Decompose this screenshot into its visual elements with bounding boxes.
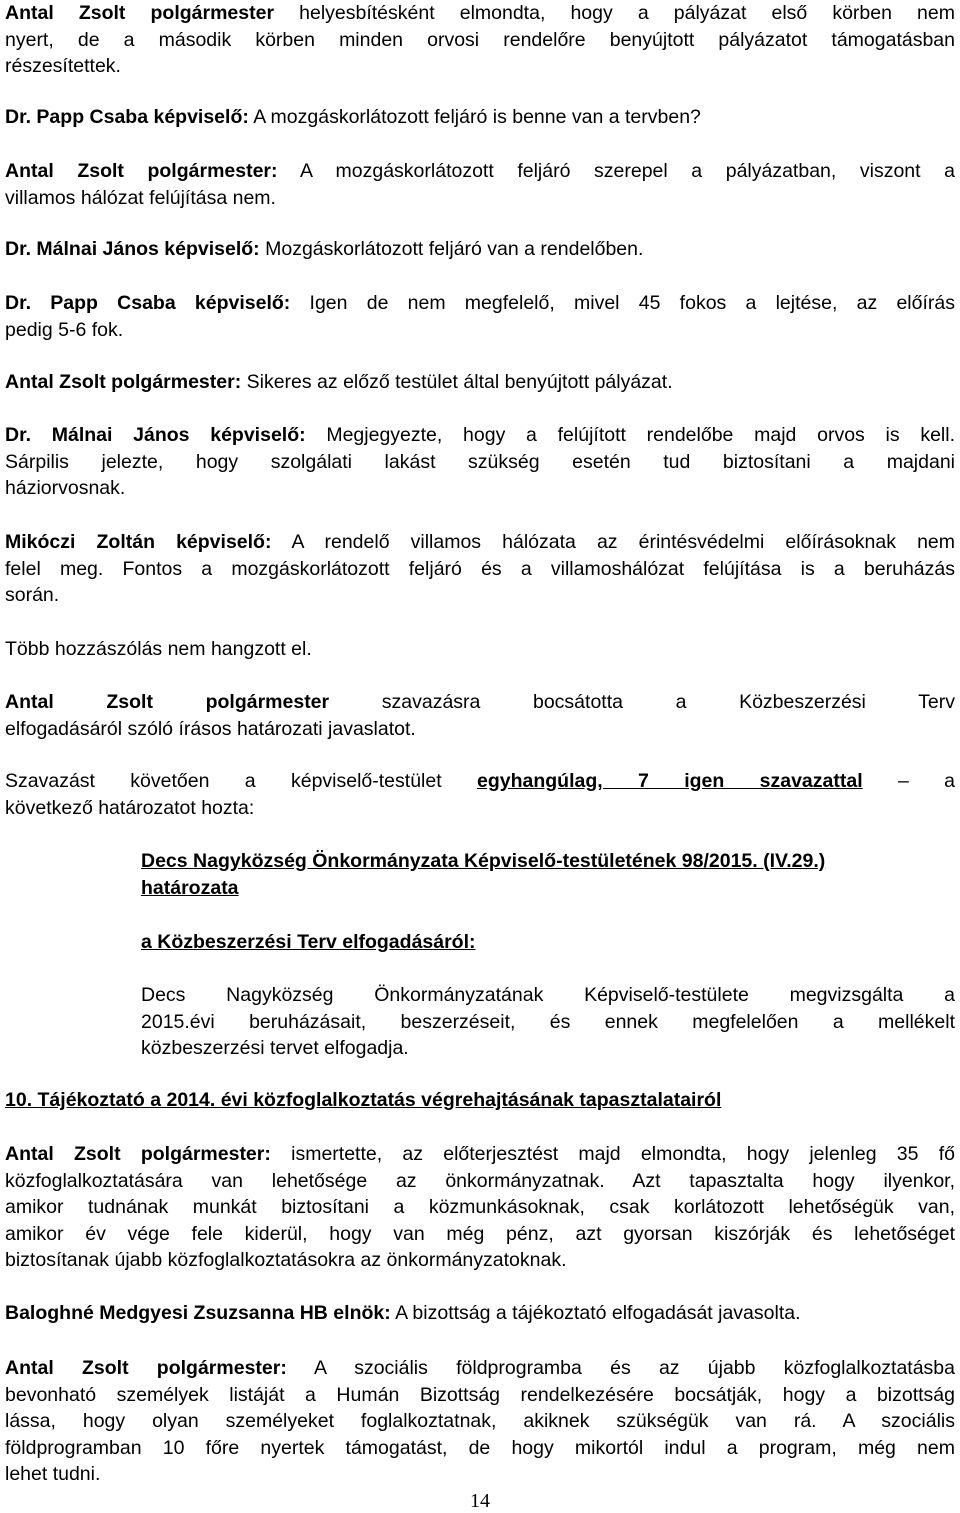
paragraph-text: ismertette, az előterjesztést majd elmondta, hogy jelenleg 35 fő xyxy=(270,1143,955,1165)
paragraph-text: elfogadásáról szóló írásos határozati javaslatot. xyxy=(5,717,416,740)
speaker-name: Antal Zsolt polgármester: xyxy=(5,1143,271,1165)
speaker-name: Antal Zsolt polgármester: xyxy=(5,160,278,182)
paragraph-text: nyert, de a második körben minden orvosi rendelőre benyújtott pályázatot támogatásban xyxy=(5,28,955,51)
paragraph-malnai-doctor xyxy=(5,422,955,502)
vote-result: egyhangúlag, 7 igen szavazattal xyxy=(476,770,863,792)
paragraph-text: földprogramban 10 főre nyertek támogatást, de hogy mikortól indul a program, még nem xyxy=(5,1436,955,1459)
paragraph-text: Több hozzászólás nem hangzott el. xyxy=(5,638,312,660)
paragraph-text: amikor tudnának munkát biztosítani a közmunkásoknak, csak korlátozott lehetőségük van, xyxy=(5,1196,955,1218)
paragraph-text: A bizottság a tájékoztató elfogadását javasolta. xyxy=(390,1302,801,1324)
paragraph-mayor-correction xyxy=(5,0,955,80)
speaker-name: Antal Zsolt polgármester: xyxy=(5,1357,287,1379)
speaker-name: Mikóczi Zoltán képviselő: xyxy=(5,531,272,553)
paragraph-text: részesítettek. xyxy=(5,55,121,77)
paragraph-text: Sárpilis jelezte, hogy szolgálati lakást szükség esetén tud biztosítani a majdani xyxy=(5,450,955,473)
speaker-name: Dr. Málnai János képviselő: xyxy=(5,238,260,260)
paragraph-text: háziorvosnak. xyxy=(5,477,126,499)
paragraph-committee-chair xyxy=(5,1300,955,1327)
paragraph-text: felel meg. Fontos a mozgáskorlátozott feljáró és a villamoshálózat felújítása is a beruházás xyxy=(5,557,955,580)
paragraph-papp-slope xyxy=(5,290,955,343)
paragraph-text: Mozgáskorlátozott feljáró van a rendelőben. xyxy=(259,238,644,260)
paragraph-text: amikor év vége fele kiderül, hogy van még pénz, azt gyorsan kiszórják és lehetőséget xyxy=(5,1222,955,1245)
speaker-name: Dr. Papp Csaba képviselő: xyxy=(5,106,249,128)
paragraph-text: közfoglalkoztatására van lehetősége az önkormányzatnak. Azt tapasztalta hogy ilyenkor, xyxy=(5,1169,955,1192)
paragraph-mayor-ramp xyxy=(5,158,955,211)
paragraph-no-more-comments xyxy=(5,636,955,663)
paragraph-text: Decs Nagyközség Önkormányzatának Képviselő-testülete megvizsgálta a xyxy=(141,984,955,1006)
resolution-body xyxy=(141,982,955,1062)
speaker-name: Antal Zsolt polgármester: xyxy=(5,371,242,393)
paragraph-text: villamos hálózat felújítása nem. xyxy=(5,186,276,209)
paragraph-text: 2015.évi beruházásait, beszerzéseit, és ennek megfelelően a mellékelt xyxy=(141,1010,955,1033)
paragraph-text: következő határozatot hozta: xyxy=(5,796,255,819)
paragraph-mikoczi xyxy=(5,529,955,609)
paragraph-text: Sikeres az előző testület által benyújtott pályázat. xyxy=(241,371,673,393)
paragraph-text: során. xyxy=(5,584,60,606)
paragraph-text: közbeszerzési tervet elfogadja. xyxy=(141,1037,409,1059)
paragraph-vote-result xyxy=(5,768,955,821)
paragraph-mayor-public-works xyxy=(5,1141,955,1274)
paragraph-malnai-ramp xyxy=(5,236,955,263)
paragraph-text: – a xyxy=(862,770,955,792)
speaker-name: Antal Zsolt polgármester xyxy=(5,691,330,713)
section-heading-text: 10. Tájékoztató a 2014. évi közfoglalkoztatás végrehajtásának tapasztalatairól xyxy=(5,1089,722,1111)
paragraph-text: A szociális földprogramba és az újabb közfoglalkoztatásba xyxy=(286,1357,956,1379)
paragraph-papp-question xyxy=(5,104,955,131)
speaker-name: Dr. Málnai János képviselő: xyxy=(5,424,306,446)
paragraph-text: A rendelő villamos hálózata az érintésvédelmi előírásoknak nem xyxy=(271,531,955,553)
paragraph-text: A mozgáskorlátozott feljáró is benne van a tervben? xyxy=(248,106,701,128)
paragraph-text: lássa, hogy olyan személyeket foglalkoztatnak, akiknek szükségük van rá. A szociális xyxy=(5,1410,955,1432)
paragraph-vote-call xyxy=(5,689,955,742)
paragraph-text: szavazásra bocsátotta a Közbeszerzési Terv xyxy=(329,691,955,713)
paragraph-text: Megjegyezte, hogy a felújított rendelőbe majd orvos is kell. xyxy=(305,424,955,446)
paragraph-mayor-success xyxy=(5,369,955,396)
section-heading-10 xyxy=(5,1087,955,1114)
paragraph-text: Igen de nem megfelelő, mivel 45 fokos a lejtése, az előírás xyxy=(290,292,955,314)
paragraph-text: bevonható személyek listáját a Humán Bizottság rendelkezésére bocsátják, hogy a bizottság xyxy=(5,1383,955,1406)
resolution-subject-text: a Közbeszerzési Terv elfogadásáról: xyxy=(141,931,476,953)
paragraph-text: pedig 5-6 fok. xyxy=(5,318,124,341)
paragraph-text: A mozgáskorlátozott feljáró szerepel a pályázatban, viszont a xyxy=(277,160,955,182)
speaker-name: Baloghné Medgyesi Zsuzsanna HB elnök: xyxy=(5,1302,391,1324)
paragraph-text: biztosítanak újabb közfoglalkoztatásokra az önkormányzatoknak. xyxy=(5,1249,567,1271)
resolution-subject xyxy=(141,929,955,956)
paragraph-mayor-land-program xyxy=(5,1355,955,1488)
speaker-name: Antal Zsolt polgármester xyxy=(5,2,275,24)
resolution-title xyxy=(141,848,955,901)
paragraph-text: lehet tudni. xyxy=(5,1463,101,1485)
resolution-title-line: határozata xyxy=(141,876,239,899)
page-number: 14 xyxy=(470,1490,490,1512)
paragraph-text: helyesbítésként elmondta, hogy a pályázat első körben nem xyxy=(274,2,955,24)
resolution-title-line: Decs Nagyközség Önkormányzata Képviselő-testületének 98/2015. (IV.29.) xyxy=(141,850,826,872)
paragraph-text: Szavazást követően a képviselő-testület xyxy=(5,770,477,792)
speaker-name: Dr. Papp Csaba képviselő: xyxy=(5,292,291,314)
